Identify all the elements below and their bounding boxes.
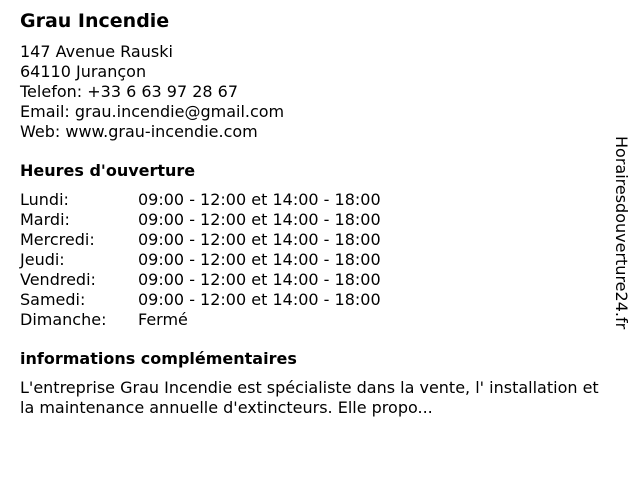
hours-time: 09:00 - 12:00 et 14:00 - 18:00 [138, 270, 381, 289]
site-watermark [612, 136, 630, 376]
hours-time: Fermé [138, 310, 188, 329]
hours-table [20, 190, 600, 330]
hours-row-lundi [20, 190, 600, 210]
hours-day: Vendredi: [20, 270, 96, 289]
hours-row-mardi [20, 210, 600, 230]
business-name: Grau Incendie [20, 10, 170, 32]
hours-day: Mardi: [20, 210, 70, 229]
email-line: Email: grau.incendie@gmail.com [20, 102, 285, 121]
hours-day: Lundi: [20, 190, 69, 209]
hours-heading: Heures d'ouverture [20, 161, 196, 180]
info-description: L'entreprise Grau Incendie est spécialiste dans la vente, l' installation et la maintenance annuelle d'extincteurs. Elle propo... [20, 378, 599, 417]
hours-day: Mercredi: [20, 230, 95, 249]
hours-row-mercredi [20, 230, 600, 250]
hours-time: 09:00 - 12:00 et 14:00 - 18:00 [138, 230, 381, 249]
street-address: 147 Avenue Rauski [20, 42, 173, 61]
hours-row-samedi [20, 290, 600, 310]
hours-time: 09:00 - 12:00 et 14:00 - 18:00 [138, 190, 381, 209]
business-card [20, 8, 600, 418]
hours-time: 09:00 - 12:00 et 14:00 - 18:00 [138, 210, 381, 229]
hours-time: 09:00 - 12:00 et 14:00 - 18:00 [138, 290, 381, 309]
site-watermark-text: Horairesdouverture24.fr [612, 136, 631, 330]
hours-row-dimanche [20, 310, 600, 330]
postal-city: 64110 Jurançon [20, 62, 147, 81]
hours-row-jeudi [20, 250, 600, 270]
hours-day: Samedi: [20, 290, 86, 309]
hours-row-vendredi [20, 270, 600, 290]
address-block [20, 42, 600, 142]
phone-line: Telefon: +33 6 63 97 28 67 [20, 82, 239, 101]
hours-day: Jeudi: [20, 250, 65, 269]
info-heading: informations complémentaires [20, 349, 297, 368]
hours-time: 09:00 - 12:00 et 14:00 - 18:00 [138, 250, 381, 269]
web-line: Web: www.grau-incendie.com [20, 122, 258, 141]
hours-day: Dimanche: [20, 310, 107, 329]
